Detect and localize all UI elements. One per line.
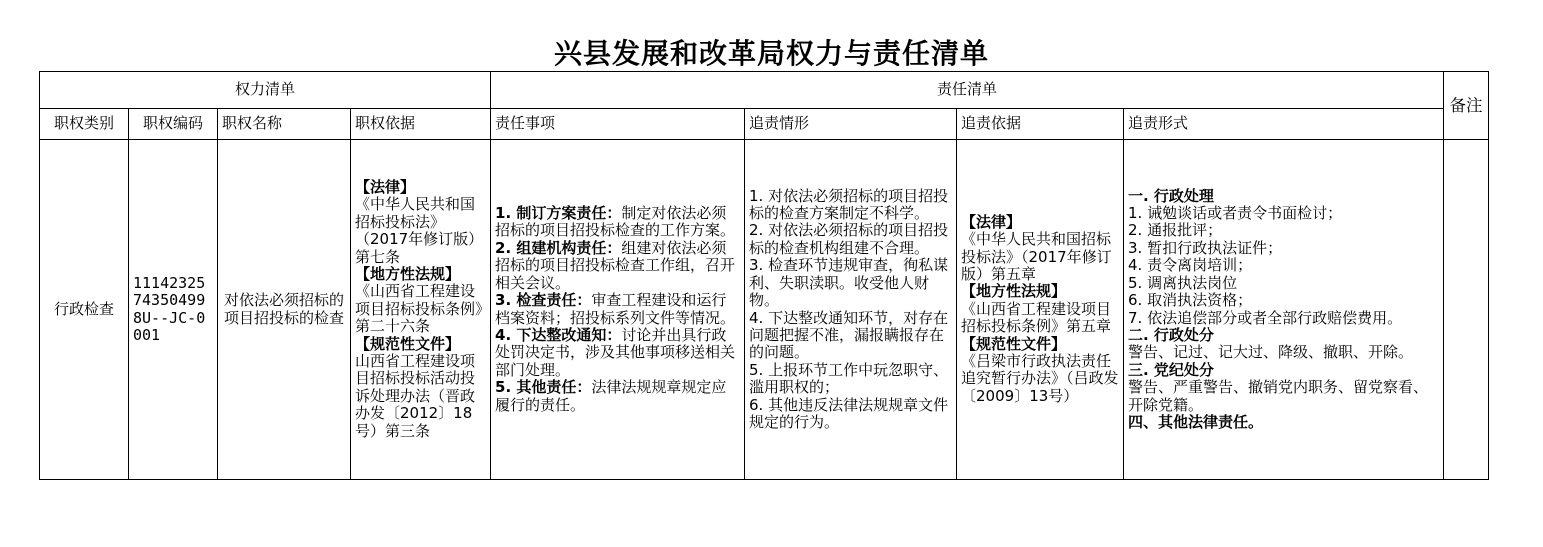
acc-form-section-title: 二. 行政处分 — [1128, 325, 1214, 344]
responsibility-list-header: 责任清单 — [491, 72, 1444, 109]
basis-document-title: 【规范性文件】 — [355, 334, 461, 353]
cell-basis — [351, 140, 491, 480]
power-list-header: 权力清单 — [40, 72, 491, 109]
header-accountability: 追责情形 — [745, 109, 957, 140]
acc-basis-regulation-title: 【地方性法规】 — [961, 282, 1067, 301]
cell-remarks — [1444, 140, 1489, 480]
accountability-item: 2. 对依法必须招标的项目招投标的检查机构组建不合理。 — [749, 221, 949, 257]
basis-law-text: 《中华人民共和国招标投标法》（2017年修订版）第七条 — [355, 195, 484, 266]
acc-form-item: 6. 取消执法资格； — [1128, 291, 1253, 310]
acc-form-item: 2. 通报批评； — [1128, 221, 1223, 240]
table-row — [40, 140, 1489, 480]
acc-form-section-title: 一. 行政处理 — [1128, 186, 1214, 205]
cell-acc-basis — [957, 140, 1124, 480]
acc-form-section-text: 警告、记过、记大过、降级、撤职、开除。 — [1128, 343, 1414, 362]
duty-item: 2. 组建机构责任：组建对依法必须招标的项目招投标检查工作组，召开相关会议。 — [495, 238, 736, 292]
header-code: 职权编码 — [129, 109, 218, 140]
acc-basis-document-text: 《吕梁市行政执法责任追究暂行办法》（吕政发〔2009〕13号） — [961, 352, 1119, 405]
acc-form-section-title: 四、其他法律责任。 — [1128, 412, 1264, 431]
cell-duties — [491, 140, 745, 480]
acc-basis-law-text: 《中华人民共和国招标投标法》（2017年修订版）第五章 — [961, 230, 1112, 283]
acc-form-section-title: 三. 党纪处分 — [1128, 360, 1214, 379]
cell-acc-form — [1124, 140, 1444, 480]
accountability-item: 6. 其他违反法律法规规章文件规定的行为。 — [749, 395, 949, 431]
header-acc-basis: 追责依据 — [957, 109, 1124, 140]
acc-basis-regulation-text: 《山西省工程建设项目招标投标条例》第五章 — [961, 299, 1112, 336]
header-duty: 责任事项 — [491, 109, 745, 140]
accountability-item: 1. 对依法必须招标的项目招投标的检查方案制定不科学。 — [749, 186, 949, 223]
basis-law-title: 【法律】 — [355, 177, 416, 196]
basis-regulation-title: 【地方性法规】 — [355, 264, 461, 283]
duty-item: 3. 检查责任：审查工程建设和运行档案资料；招投标系列文件等情况。 — [495, 291, 736, 327]
basis-regulation-text: 《山西省工程建设项目招标投标条例》第二十六条 — [355, 282, 483, 336]
cell-category: 行政检查 — [40, 140, 129, 480]
cell-name: 对依法必须招标的项目招投标的检查 — [218, 140, 351, 480]
cell-code: 11142325743504998U--JC-0001 — [129, 140, 218, 480]
acc-basis-document-title: 【规范性文件】 — [961, 334, 1067, 353]
power-responsibility-table — [39, 71, 1489, 480]
duty-item: 1. 制订方案责任：制定对依法必须招标的项目招投标检查的工作方案。 — [495, 204, 736, 240]
header-basis: 职权依据 — [351, 109, 491, 140]
page-title: 兴县发展和改革局权力与责任清单 — [553, 37, 989, 70]
duty-item: 5. 其他责任：法律法规规章规定应履行的责任。 — [495, 378, 727, 414]
remarks-header: 备注 — [1444, 72, 1489, 140]
acc-basis-law-title: 【法律】 — [961, 212, 1022, 231]
acc-form-item: 5. 调离执法岗位 — [1128, 273, 1238, 292]
acc-form-item: 7. 依法追偿部分或者全部行政赔偿费用。 — [1128, 308, 1403, 327]
accountability-item: 3. 检查环节违规审查，徇私谋利、失职渎职。收受他人财物。 — [749, 256, 949, 310]
accountability-item: 4. 下达整改通知环节，对存在问题把握不准，漏报瞒报存在的问题。 — [749, 308, 949, 362]
basis-document-text: 山西省工程建设项目招标投标活动投诉处理办法（晋政办发〔2012〕18号）第三条 — [355, 352, 476, 440]
acc-form-item: 4. 责令离岗培训； — [1128, 256, 1253, 275]
header-name: 职权名称 — [218, 109, 351, 140]
header-acc-form: 追责形式 — [1124, 109, 1444, 140]
acc-form-item: 1. 诫勉谈话或者责令书面检讨； — [1128, 204, 1343, 223]
accountability-item: 5. 上报环节工作中玩忽职守、滥用职权的； — [749, 360, 949, 397]
acc-form-item: 3. 暂扣行政执法证件； — [1128, 238, 1283, 257]
duty-item: 4. 下达整改通知：讨论并出具行政处罚决定书，涉及其他事项移送相关部门处理。 — [495, 325, 736, 379]
acc-form-section-text: 警告、严重警告、撤销党内职务、留党察看、开除党籍。 — [1128, 378, 1429, 414]
header-category: 职权类别 — [40, 109, 129, 140]
cell-accountability — [745, 140, 957, 480]
